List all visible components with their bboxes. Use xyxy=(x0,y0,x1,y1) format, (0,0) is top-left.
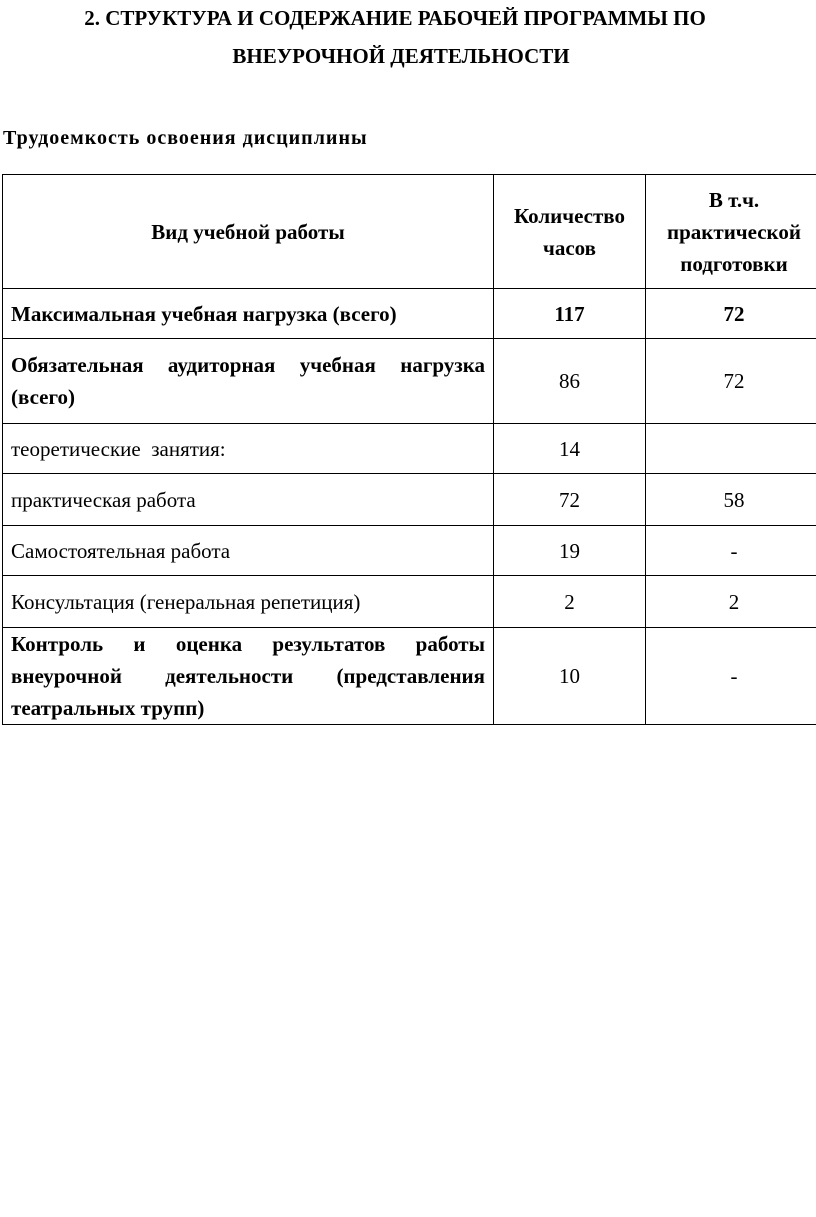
row-hours: 19 xyxy=(494,526,646,576)
row-practical: 2 xyxy=(646,576,816,628)
row-label: Консультация (генеральная репетиция) xyxy=(3,576,494,628)
header-work-type: Вид учебной работы xyxy=(3,175,494,289)
row-hours: 14 xyxy=(494,424,646,474)
table-row xyxy=(3,576,816,628)
header-practical-line-2: практической xyxy=(667,219,801,244)
row-practical xyxy=(646,424,816,474)
table-row xyxy=(3,628,816,725)
row-practical: 58 xyxy=(646,474,816,526)
workload-table xyxy=(2,174,816,725)
row-hours: 86 xyxy=(494,339,646,424)
table-row xyxy=(3,339,816,424)
row-hours: 2 xyxy=(494,576,646,628)
row-label: Максимальная учебная нагрузка (всего) xyxy=(3,289,494,339)
row-hours: 10 xyxy=(494,628,646,725)
table-header-row xyxy=(3,175,816,289)
row-label: теоретические занятия: xyxy=(3,424,494,474)
row-practical: - xyxy=(646,628,816,725)
row-practical: 72 xyxy=(646,289,816,339)
row-label: Контроль и оценка результатов работы внеурочной деятельности (представления театральных трупп) xyxy=(3,628,494,725)
row-label: Обязательная аудиторная учебная нагрузка (всего) xyxy=(3,339,494,424)
row-practical: 72 xyxy=(646,339,816,424)
table-row xyxy=(3,289,816,339)
row-hours: 72 xyxy=(494,474,646,526)
table-row xyxy=(3,474,816,526)
table-row xyxy=(3,526,816,576)
header-hours-line-2: часов xyxy=(543,235,596,260)
row-label: практическая работа xyxy=(3,474,494,526)
header-hours-line-1: Количество xyxy=(513,203,626,228)
header-practical-line-3: подготовки xyxy=(680,251,788,276)
header-practical xyxy=(646,175,816,289)
table-caption: Трудоемкость освоения дисциплины xyxy=(3,127,368,149)
row-label: Самостоятельная работа xyxy=(3,526,494,576)
table-row xyxy=(3,424,816,474)
header-practical-line-1: В т.ч. xyxy=(708,187,760,212)
header-hours xyxy=(494,175,646,289)
section-title-line-2: ВНЕУРОЧНОЙ ДЕЯТЕЛЬНОСТИ xyxy=(232,44,570,68)
section-title-line-1: 2. СТРУКТУРА И СОДЕРЖАНИЕ РАБОЧЕЙ ПРОГРАММЫ ПО xyxy=(84,6,706,30)
row-hours: 117 xyxy=(494,289,646,339)
row-practical: - xyxy=(646,526,816,576)
